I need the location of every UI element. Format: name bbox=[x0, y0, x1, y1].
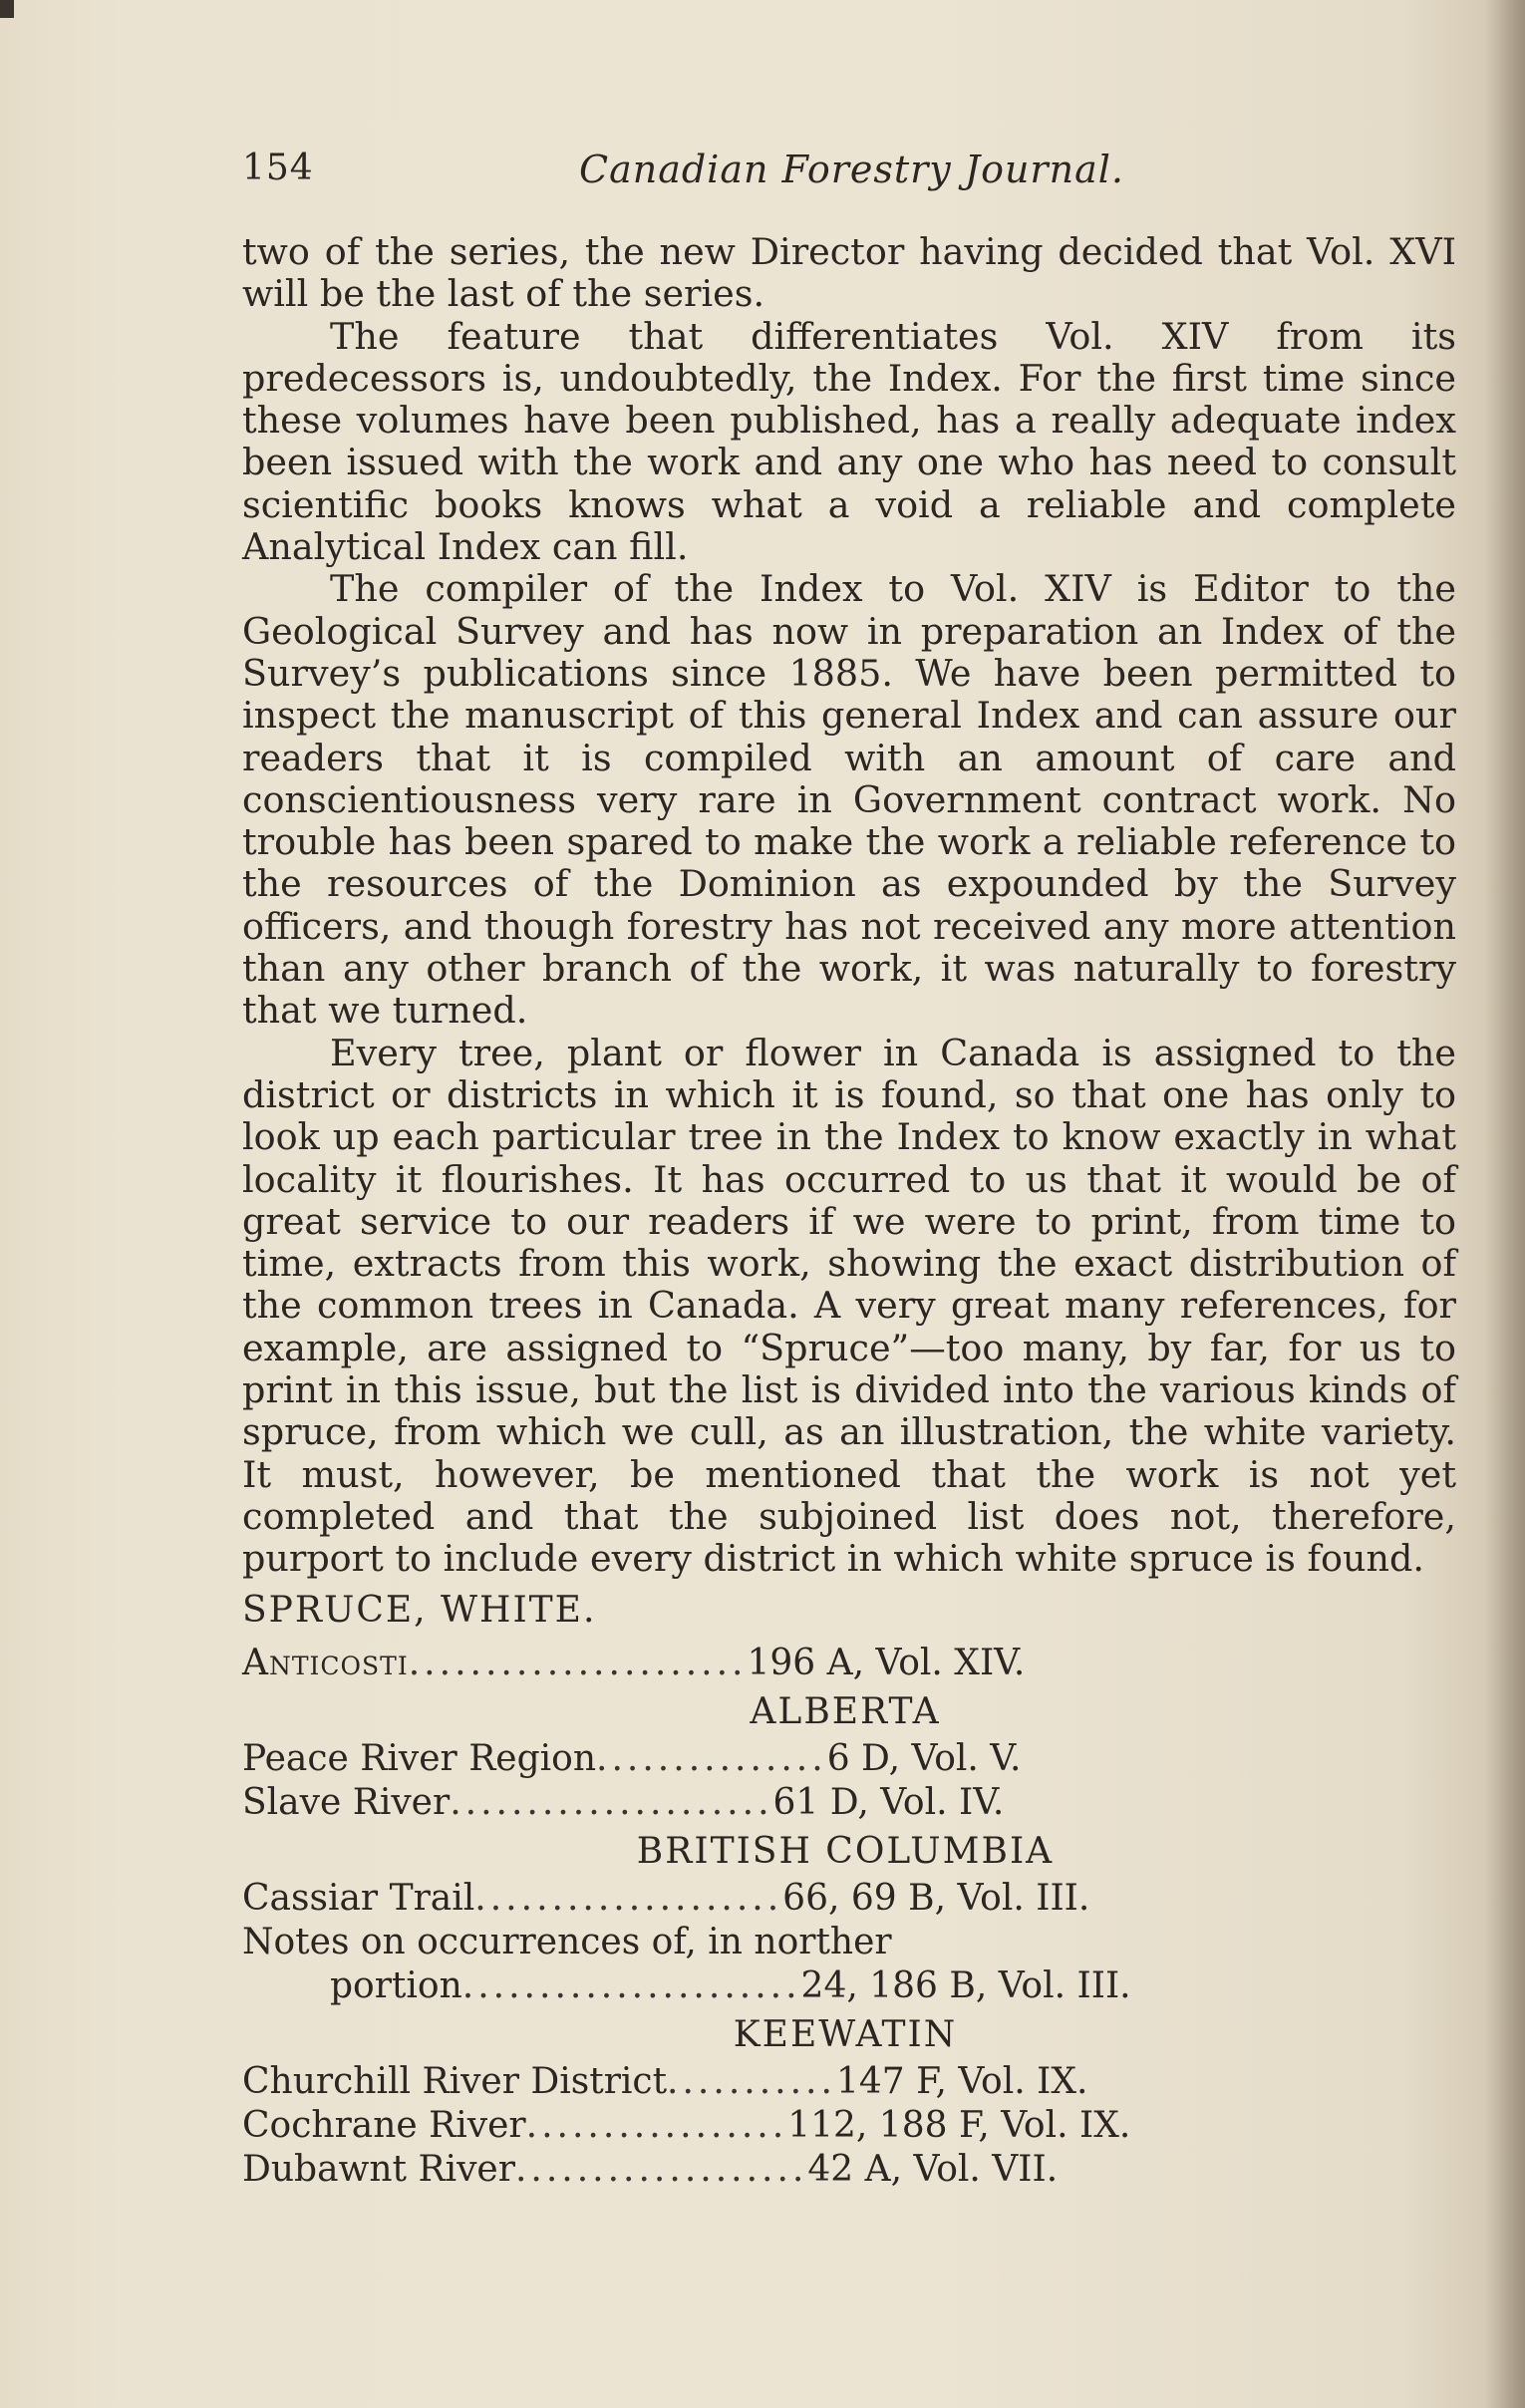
dot-leader: ........... bbox=[667, 2061, 836, 2102]
entry-name: Cochrane River bbox=[242, 2105, 526, 2146]
entry-name: Slave River bbox=[242, 1782, 451, 1823]
dot-leader: ................... bbox=[514, 2149, 808, 2190]
index-entry bbox=[242, 1878, 1339, 1922]
article-body bbox=[242, 231, 1456, 1581]
index-note: Notes on occurrences of, in norther bbox=[242, 1922, 892, 1962]
index-entry bbox=[242, 2105, 1339, 2149]
corner-mark bbox=[0, 0, 14, 18]
running-title: Canadian Forestry Journal. bbox=[579, 148, 1124, 191]
entry-reference: 42 A, Vol. VII. bbox=[807, 2149, 1059, 2190]
paragraph-3: The compiler of the Index to Vol. XIV is Editor to the Geological Survey and has now in preparation an Index of the Survey’s publications since 1885. We have been permitted to inspect the manuscript of this general Index and can assure our readers that it is compiled with an amount of care and conscientiousness very rare in Government contract work. No trouble has been spared to make the work a reliable reference to the resources of the Dominion as expounded by the Survey officers, and though forestry has not received any more attention than any other branch of the work, it was naturally to forestry that we turned. bbox=[242, 567, 1456, 1033]
index-entry-anticosti bbox=[242, 1643, 1339, 1686]
entry-name: Dubawnt River bbox=[242, 2149, 515, 2190]
index-entry bbox=[242, 2149, 1339, 2193]
paragraph-1: two of the series, the new Director having decided that Vol. XVI will be the last of the series. bbox=[242, 230, 1456, 316]
region-heading-british-columbia: BRITISH COLUMBIA bbox=[636, 1831, 1055, 1872]
index-entry bbox=[242, 1738, 1339, 1782]
paragraph-2: The feature that differentiates Vol. XIV from its predecessors is, undoubtedly, the Index. For the first time since these volumes have been published, has a really adequate index been issued with the work and any one who has need to consult scientific books knows what a void a reliable and complete Analytical Index can fill. bbox=[242, 314, 1456, 569]
entry-reference: 6 D, Vol. V. bbox=[826, 1738, 1022, 1779]
dot-leader: .................... bbox=[474, 1878, 783, 1919]
index-entry bbox=[242, 2061, 1339, 2105]
dot-leader: ...................... bbox=[408, 1643, 748, 1683]
entry-reference: 196 A, Vol. XIV. bbox=[747, 1643, 1026, 1683]
dot-leader: ................. bbox=[525, 2105, 788, 2146]
index-list bbox=[242, 1643, 1339, 2193]
page-edge-shadow bbox=[1485, 0, 1525, 2408]
entry-reference: 147 F, Vol. IX. bbox=[835, 2061, 1088, 2102]
entry-name: Churchill River District bbox=[242, 2061, 668, 2102]
index-entry bbox=[242, 1965, 1339, 2009]
entry-reference: 24, 186 B, Vol. III. bbox=[800, 1965, 1131, 2006]
index-heading: SPRUCE, WHITE. bbox=[242, 1590, 597, 1631]
entry-name: portion bbox=[330, 1965, 462, 2006]
region-heading-keewatin: KEEWATIN bbox=[733, 2014, 958, 2055]
entry-reference: 66, 69 B, Vol. III. bbox=[782, 1878, 1090, 1919]
dot-leader: ............... bbox=[596, 1738, 827, 1779]
entry-reference: 61 D, Vol. IV. bbox=[772, 1782, 1005, 1823]
dot-leader: ..................... bbox=[450, 1782, 773, 1823]
paragraph-4: Every tree, plant or flower in Canada is assigned to the district or districts in which it is found, so that one has only to look up each particular tree in the Index to know exactly in what locality it flourishes. It has occurred to us that it would be of great service to our readers if we were to print, from time to time, extracts from this work, showing the exact distribution of the common trees in Canada. A very great many references, for example, are assigned to “Spruce”—too many, by far, for us to print in this issue, but the list is divided into the various kinds of spruce, from which we cull, as an illustration, the white variety. It must, however, be mentioned that the work is not yet completed and that the subjoined list does not, therefore, purport to include every district in which white spruce is found. bbox=[242, 1031, 1456, 1581]
entry-name: Peace River Region bbox=[242, 1738, 597, 1779]
page-header bbox=[242, 148, 1458, 197]
dot-leader: ...................... bbox=[461, 1965, 801, 2006]
page-number: 154 bbox=[242, 148, 314, 188]
entry-reference: 112, 188 F, Vol. IX. bbox=[787, 2105, 1131, 2146]
entry-name: Anticosti bbox=[242, 1643, 409, 1683]
entry-name: Cassiar Trail bbox=[242, 1878, 475, 1919]
region-heading-alberta: ALBERTA bbox=[750, 1691, 941, 1732]
index-entry bbox=[242, 1782, 1339, 1826]
